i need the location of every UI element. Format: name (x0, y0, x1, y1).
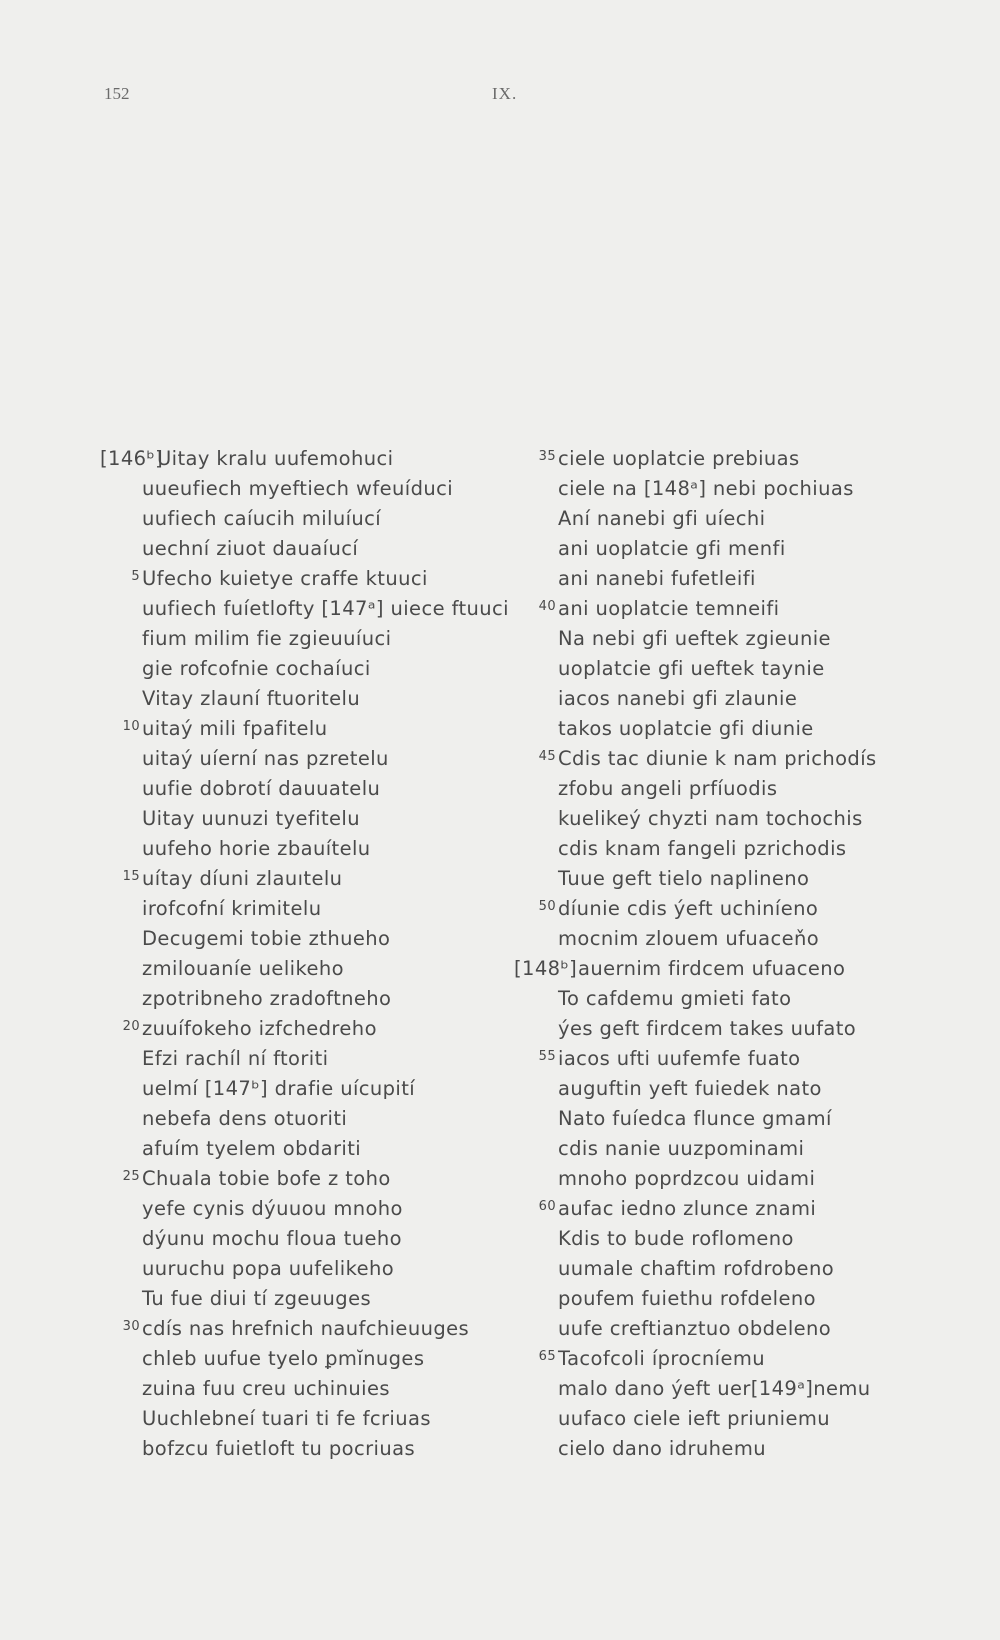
verse-text: zuina fuu creu uchinuies (142, 1377, 390, 1400)
verse-text: uítay díuni zlauıtelu (142, 867, 343, 890)
verse-text: Uitay kralu uufemohuci (157, 447, 394, 470)
verse-text: uufaco ciele ieft priuniemu (558, 1407, 831, 1430)
verse-text: cdís nas hrefnich naufchieuuges (142, 1317, 470, 1340)
verse-line (100, 1074, 530, 1104)
verse-text: mnoho poprdzcou uidami (558, 1167, 816, 1190)
verse-text: auernim firdcem ufuaceno (578, 957, 846, 980)
verse-text: afuím tyelem obdariti (142, 1137, 362, 1160)
verse-line (516, 804, 926, 834)
folio-reference: [146ᵇ] (100, 447, 164, 470)
line-number: 30 (122, 1319, 140, 1334)
verse-line (100, 444, 530, 474)
verse-line (516, 444, 926, 474)
verse-line (100, 1314, 530, 1344)
verse-text: uufiech caíucih miluíucí (142, 507, 382, 530)
verse-line (100, 714, 530, 744)
verse-text: Uuchlebneí tuari ti fe fcriuas (142, 1407, 431, 1430)
verse-text: Cdis tac diunie k nam prichodís (558, 747, 877, 770)
verse-text: uelmí [147ᵇ] drafie uícupití (142, 1077, 416, 1100)
line-number: 25 (122, 1169, 140, 1184)
verse-text: ani uoplatcie gfi menfi (558, 537, 786, 560)
verse-line (516, 534, 926, 564)
verse-line (100, 1164, 530, 1194)
verse-text: ani nanebi fufetleifi (558, 567, 756, 590)
verse-line (100, 744, 530, 774)
verse-line (516, 1074, 926, 1104)
verse-text: Kdis to bude roflomeno (558, 1227, 794, 1250)
verse-text: zfobu angeli prfíuodis (558, 777, 778, 800)
verse-text: fium milim fie zgieuuíuci (142, 627, 392, 650)
verse-text: bofzcu fuietloft tu pocriuas (142, 1437, 416, 1460)
verse-line (100, 594, 530, 624)
verse-line (100, 1014, 530, 1044)
verse-text: gie rofcofnie cochaíuci (142, 657, 371, 680)
verse-line (100, 684, 530, 714)
verse-text: zmilouaníe uelikeho (142, 957, 344, 980)
verse-text: zpotribneho zradoftneho (142, 987, 392, 1010)
verse-line (516, 654, 926, 684)
page-header (0, 84, 1000, 108)
verse-line (100, 984, 530, 1014)
verse-line (100, 1284, 530, 1314)
verse-text: uechní ziuot dauaíucí (142, 537, 359, 560)
line-number: 20 (122, 1019, 140, 1034)
verse-line (516, 1254, 926, 1284)
verse-line (100, 1374, 530, 1404)
verse-text: dýunu mochu floua tueho (142, 1227, 402, 1250)
verse-line (516, 474, 926, 504)
verse-line (100, 864, 530, 894)
verse-text: ciele uoplatcie prebiuas (558, 447, 800, 470)
verse-text: irofcofní krimitelu (142, 897, 322, 920)
verse-line (100, 1194, 530, 1224)
verse-text: takos uoplatcie gfi diunie (558, 717, 814, 740)
verse-text: aufac iedno zlunce znami (558, 1197, 817, 1220)
verse-text: uufie dobrotí dauuatelu (142, 777, 381, 800)
verse-text: Chuala tobie bofe z toho (142, 1167, 391, 1190)
verse-text: mocnim zlouem ufuaceňo (558, 927, 820, 950)
line-number: 10 (122, 719, 140, 734)
left-column (100, 444, 530, 1464)
verse-text: Tacofcoli íprocníemu (558, 1347, 765, 1370)
verse-line (100, 504, 530, 534)
verse-line (100, 1344, 530, 1374)
verse-text: uufeho horie zbauítelu (142, 837, 371, 860)
right-column (516, 444, 926, 1464)
verse-line (516, 1194, 926, 1224)
verse-line (516, 1434, 926, 1464)
verse-line (516, 1374, 926, 1404)
line-number: 55 (538, 1049, 556, 1064)
verse-line (516, 1044, 926, 1074)
verse-line (100, 954, 530, 984)
verse-text: Na nebi gfi ueftek zgieunie (558, 627, 831, 650)
verse-line (100, 474, 530, 504)
line-number: 5 (131, 569, 140, 584)
verse-line (516, 834, 926, 864)
verse-line (100, 1104, 530, 1134)
verse-line (100, 1224, 530, 1254)
verse-line (100, 774, 530, 804)
line-number: 45 (538, 749, 556, 764)
verse-text: Decugemi tobie zthueho (142, 927, 391, 950)
verse-text: ciele na [148ᵃ] nebi pochiuas (558, 477, 854, 500)
verse-text: nebefa dens otuoriti (142, 1107, 348, 1130)
folio-reference: [148ᵇ] (514, 957, 578, 980)
verse-line (516, 624, 926, 654)
verse-line (100, 1434, 530, 1464)
verse-text: Efzi rachíl ní ftoriti (142, 1047, 329, 1070)
line-number: 50 (538, 899, 556, 914)
verse-line (516, 864, 926, 894)
verse-text: Aní nanebi gfi uíechi (558, 507, 766, 530)
verse-text: díunie cdis ýeft uchiníeno (558, 897, 819, 920)
line-number: 35 (538, 449, 556, 464)
verse-text: malo dano ýeft uer[149ᵃ]nemu (558, 1377, 871, 1400)
verse-line (516, 684, 926, 714)
verse-line (516, 1134, 926, 1164)
verse-line (516, 714, 926, 744)
chapter-heading: IX. (492, 84, 518, 103)
verse-line (100, 624, 530, 654)
verse-line (100, 834, 530, 864)
verse-line (100, 654, 530, 684)
verse-line (100, 1404, 530, 1434)
verse-line (516, 564, 926, 594)
verse-text: To cafdemu gmieti fato (558, 987, 792, 1010)
verse-line (516, 774, 926, 804)
verse-line (516, 924, 926, 954)
verse-line (100, 894, 530, 924)
verse-line (516, 1104, 926, 1134)
verse-text: Uitay uunuzi tyefitelu (142, 807, 360, 830)
verse-text: ýes geft firdcem takes uufato (558, 1017, 857, 1040)
verse-line (100, 804, 530, 834)
verse-text: uitaý uíerní nas pzretelu (142, 747, 389, 770)
verse-text: Tu fue diui tí zgeuuges (142, 1287, 372, 1310)
verse-text: cielo dano idruhemu (558, 1437, 766, 1460)
verse-line (100, 564, 530, 594)
page-number: 152 (104, 84, 130, 103)
verse-line (100, 1254, 530, 1284)
verse-text: Ufecho kuietye craffe ktuuci (142, 567, 428, 590)
verse-text: kuelikeý chyzti nam tochochis (558, 807, 863, 830)
verse-text: iacos nanebi gfi zlaunie (558, 687, 798, 710)
verse-line (516, 744, 926, 774)
verse-line (516, 1404, 926, 1434)
verse-text: ani uoplatcie temneifi (558, 597, 780, 620)
line-number: 65 (538, 1349, 556, 1364)
verse-text: uumale chaftim rofdrobeno (558, 1257, 835, 1280)
verse-text: chleb uufue tyelo ꝑmĭnuges (142, 1347, 425, 1370)
verse-line (100, 534, 530, 564)
verse-line (516, 894, 926, 924)
verse-text: Tuue geft tielo naplineno (558, 867, 810, 890)
verse-line (516, 1284, 926, 1314)
verse-text: uufiech fuíetlofty [147ᵃ] uiece ftuuci (142, 597, 509, 620)
verse-text: uufe creftianztuo obdeleno (558, 1317, 832, 1340)
line-number: 40 (538, 599, 556, 614)
verse-text: cdis knam fangeli pzrichodis (558, 837, 847, 860)
verse-text: uueufiech myeftiech wfeuíduci (142, 477, 454, 500)
verse-line (100, 1044, 530, 1074)
verse-line (516, 954, 926, 984)
verse-line (516, 1014, 926, 1044)
verse-text: iacos ufti uufemfe fuato (558, 1047, 801, 1070)
verse-line (100, 924, 530, 954)
verse-text: poufem fuiethu rofdeleno (558, 1287, 816, 1310)
verse-line (516, 1344, 926, 1374)
verse-text: uoplatcie gfi ueftek taynie (558, 657, 825, 680)
verse-text: yefe cynis dýuuou mnoho (142, 1197, 403, 1220)
verse-text: uuruchu popa uufelikeho (142, 1257, 395, 1280)
verse-text: uitaý mili fpafitelu (142, 717, 328, 740)
verse-text: Nato fuíedca flunce gmamí (558, 1107, 832, 1130)
verse-line (516, 1224, 926, 1254)
verse-line (516, 1314, 926, 1344)
verse-line (516, 594, 926, 624)
verse-line (516, 504, 926, 534)
verse-text: auguftin yeft fuiedek nato (558, 1077, 822, 1100)
verse-text: Vitay zlauní ftuoritelu (142, 687, 361, 710)
verse-text: cdis nanie uuzpominami (558, 1137, 805, 1160)
verse-line (516, 1164, 926, 1194)
verse-line (516, 984, 926, 1014)
line-number: 60 (538, 1199, 556, 1214)
line-number: 15 (122, 869, 140, 884)
verse-line (100, 1134, 530, 1164)
verse-text: zuuífokeho izfchedreho (142, 1017, 377, 1040)
